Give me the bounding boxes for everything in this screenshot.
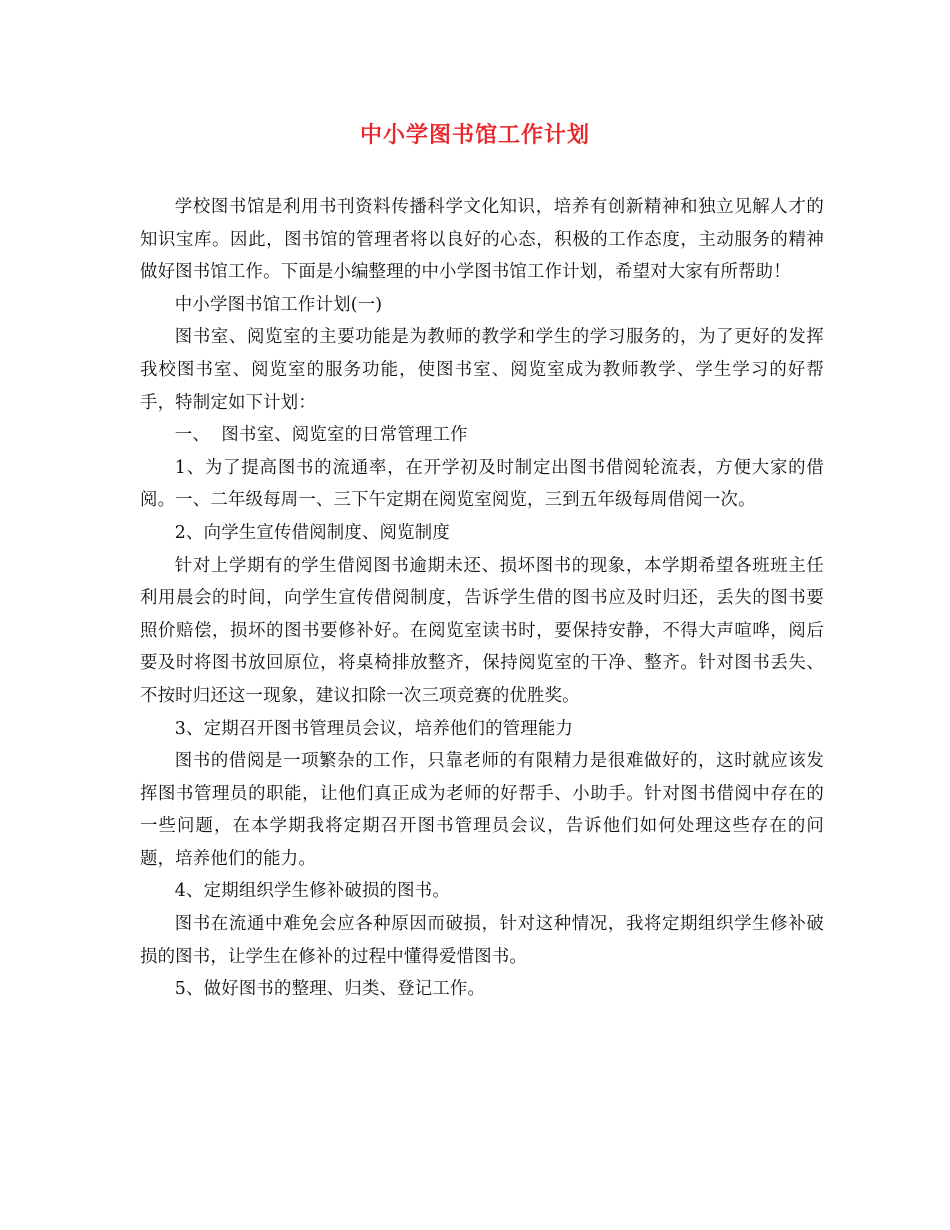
paragraph-item-1: 1、为了提高图书的流通率，在开学初及时制定出图书借阅轮流表，方便大家的借阅。一、二年级每周一、三下午定期在阅览室阅览，三到五年级每周借阅一次。 bbox=[140, 457, 824, 511]
document-body bbox=[140, 191, 824, 1006]
paragraph-intro: 学校图书馆是利用书刊资料传播科学文化知识，培养有创新精神和独立见解人才的知识宝库。因此，图书馆的管理者将以良好的心态，积极的工作态度，主动服务的精神做好图书馆工作。下面是小编整理的中小学图书馆工作计划，希望对大家有所帮助！ bbox=[140, 197, 824, 283]
section-heading-daily-management: 一、 图书室、阅览室的日常管理工作 bbox=[174, 425, 468, 446]
item-heading-5: 5、做好图书的整理、归类、登记工作。 bbox=[174, 979, 486, 1000]
paragraph-item-3-detail: 图书的借阅是一项繁杂的工作，只靠老师的有限精力是很难做好的，这时就应该发挥图书管理员的职能，让他们真正成为老师的好帮手、小助手。针对图书借阅中存在的一些问题，在本学期我将定期召开图书管理员会议，告诉他们如何处理这些存在的问题，培养他们的能力。 bbox=[140, 751, 824, 869]
section-heading-plan-one: 中小学图书馆工作计划(一) bbox=[174, 294, 383, 315]
item-heading-2: 2、向学生宣传借阅制度、阅览制度 bbox=[174, 522, 450, 543]
paragraph-purpose: 图书室、阅览室的主要功能是为教师的教学和学生的学习服务的，为了更好的发挥我校图书室、阅览室的服务功能，使图书室、阅览室成为教师教学、学生学习的好帮手，特制定如下计划： bbox=[140, 327, 824, 413]
paragraph-item-2-detail: 针对上学期有的学生借阅图书逾期未还、损坏图书的现象，本学期希望各班班主任利用晨会的时间，向学生宣传借阅制度，告诉学生借的图书应及时归还，丢失的图书要照价赔偿，损坏的图书要修补好。在阅览室读书时，要保持安静，不得大声喧哗，阅后要及时将图书放回原位，将桌椅排放整齐，保持阅览室的干净、整齐。针对图书丢失、不按时归还这一现象，建议扣除一次三项竞赛的优胜奖。 bbox=[140, 555, 824, 706]
item-heading-3: 3、定期召开图书管理员会议，培养他们的管理能力 bbox=[174, 718, 574, 739]
document-title: 中小学图书馆工作计划 bbox=[359, 123, 590, 148]
paragraph-item-4-detail: 图书在流通中难免会应各种原因而破损，针对这种情况，我将定期组织学生修补破损的图书，让学生在修补的过程中懂得爱惜图书。 bbox=[140, 914, 824, 967]
item-heading-4: 4、定期组织学生修补破损的图书。 bbox=[174, 881, 450, 902]
